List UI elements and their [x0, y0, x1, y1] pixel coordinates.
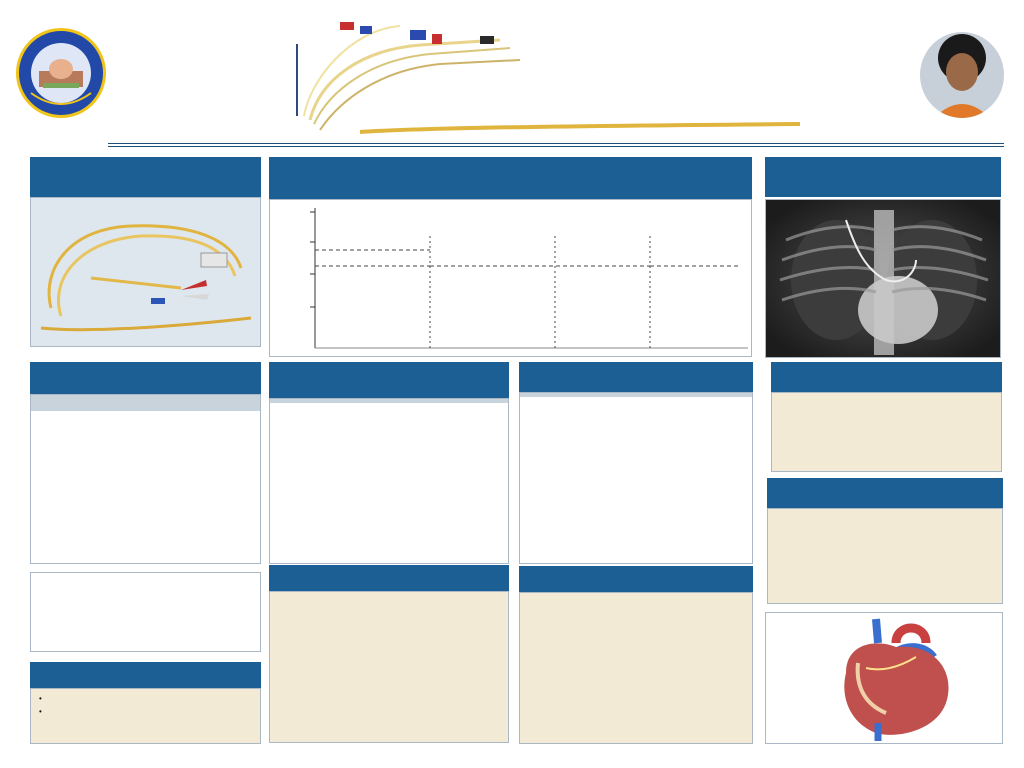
- indications-panel: [519, 592, 753, 744]
- dhp-header-formula: [270, 399, 389, 403]
- special-item-mixed-venous: •: [39, 707, 56, 716]
- discrepancies-title: [269, 565, 509, 591]
- special-pac-panel: [30, 688, 261, 744]
- oxygen-title: [519, 362, 753, 392]
- xray-title: [765, 157, 1001, 197]
- dhp-header-normal: [389, 399, 508, 403]
- derived-panel: [269, 398, 509, 564]
- institute-logo: [16, 28, 106, 118]
- oxygen-table: [520, 393, 752, 397]
- waveform-title: [269, 157, 752, 199]
- normal-pressures-table: [31, 395, 260, 411]
- complications-title: [767, 478, 1003, 508]
- special-item-pacing: •: [39, 694, 56, 703]
- waveform-panel: [269, 199, 752, 357]
- pa-catheter-diagram: [31, 198, 260, 346]
- ncp-header-range: [184, 395, 260, 411]
- guru-portrait: [920, 32, 1004, 118]
- oxy-header-formula: [520, 393, 636, 397]
- pa-catheter-title: [30, 157, 261, 197]
- special-pac-title: [30, 662, 261, 688]
- indications-title: [519, 566, 753, 592]
- waveform-chart: [270, 200, 751, 356]
- oxygen-panel: [519, 392, 753, 564]
- header-rule-1: [108, 143, 1004, 144]
- proportionality-panel: [30, 572, 261, 652]
- normal-pressures-title: [30, 362, 261, 394]
- catheter-image: [300, 20, 820, 140]
- contraindications-panel: [771, 392, 1002, 472]
- logo-emblem-icon: [19, 31, 103, 115]
- pa-catheter-panel: [30, 197, 261, 347]
- header-rule-2: [108, 146, 1004, 147]
- normal-pressures-panel: [30, 394, 261, 564]
- complications-panel: [767, 508, 1003, 604]
- discrepancies-panel: [269, 591, 509, 743]
- derived-title: [269, 362, 509, 398]
- ncp-header-mean: [107, 395, 183, 411]
- contraindications-title: [771, 362, 1002, 392]
- ncp-header-location: [31, 395, 107, 411]
- header-divider: [296, 44, 298, 116]
- oxy-header-normal: [636, 393, 752, 397]
- heart-diagram: [766, 613, 1002, 743]
- heart-diagram-panel: [765, 612, 1003, 744]
- xray-image: [765, 199, 1001, 358]
- derived-table: [270, 399, 508, 403]
